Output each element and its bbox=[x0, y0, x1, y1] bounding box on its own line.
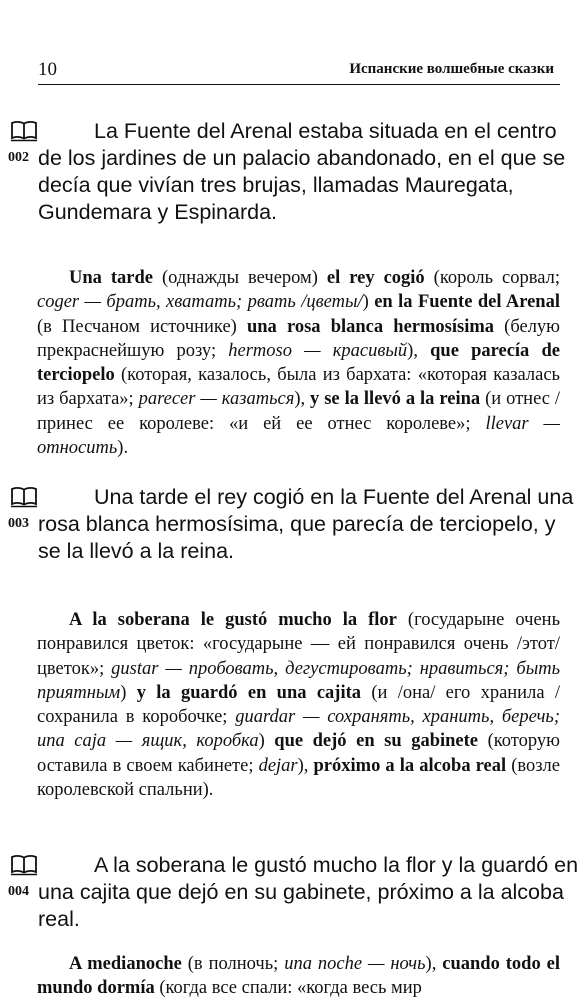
translation-text: (в Песчаном источнике) bbox=[37, 316, 247, 337]
running-header bbox=[38, 56, 560, 85]
dictionary-note: una noche — ночь bbox=[284, 954, 426, 974]
page-number: 10 bbox=[38, 59, 57, 80]
dictionary-note: llevar — относить bbox=[37, 413, 560, 459]
translation-text: (и /она/ его хранила / сохранила в коробочке; bbox=[37, 682, 560, 728]
audio-paragraph-004 bbox=[10, 852, 585, 933]
spanish-phrase: próximo a la alcoba real bbox=[313, 755, 507, 776]
spanish-phrase: Una tarde bbox=[69, 268, 154, 288]
spanish-phrase: que parecía de terciopelo bbox=[37, 340, 560, 386]
dictionary-note: gustar — пробовать, дегустировать; нравиться; быть приятным bbox=[37, 658, 560, 703]
spanish-text: La Fuente del Arenal estaba situada en el centro de los jardines de un palacio abandonado, en el que se decía que vivían tres brujas, llamadas Mauregata, Gundemara y Espinarda. bbox=[38, 119, 566, 224]
dictionary-note: coger — брать, хватать; рвать /цветы/ bbox=[37, 292, 363, 313]
running-title: Испанские волшебные сказки bbox=[349, 61, 554, 77]
translation-text: (белую прекраснейшую розу; bbox=[37, 316, 560, 361]
spanish-phrase: en la Fuente del Arenal bbox=[374, 292, 560, 313]
spanish-phrase: una rosa blanca hermosísima bbox=[246, 316, 494, 337]
translation-text: ) bbox=[120, 682, 137, 703]
spanish-phrase: que dejó en su gabinete bbox=[274, 731, 479, 752]
translation-text: (король сорвал; bbox=[424, 268, 560, 288]
dictionary-note: hermoso — красивый bbox=[228, 340, 408, 361]
audio-track-number: 002 bbox=[8, 150, 29, 165]
audio-track-number: 003 bbox=[8, 516, 29, 531]
dictionary-note: guardar — сохранять, хранить, беречь; una caja — ящик, коробка bbox=[37, 707, 561, 752]
dictionary-note: dejar bbox=[258, 755, 298, 776]
spanish-phrase: cuando todo el mundo dormía bbox=[37, 954, 560, 999]
spanish-phrase: A medianoche bbox=[69, 954, 182, 974]
translation-text: ). bbox=[117, 438, 129, 459]
dictionary-note: parecer — казаться bbox=[138, 389, 295, 410]
audio-paragraph-002 bbox=[10, 118, 585, 226]
book-icon bbox=[10, 120, 38, 142]
audio-paragraph-003 bbox=[10, 484, 585, 565]
spanish-phrase: y la guardó en una cajita bbox=[136, 682, 361, 703]
translation-text: (возле королевской спальни). bbox=[37, 755, 560, 801]
spanish-phrase: y se la llevó a la reina bbox=[310, 389, 481, 410]
annotated-paragraph bbox=[37, 266, 560, 460]
translation-text: ) bbox=[258, 731, 275, 752]
translation-text: (и отнес / принес ее королеве: «и ей ее отнес королеве»; bbox=[37, 389, 561, 434]
translation-text: (когда все спали: «когда весь мир bbox=[154, 978, 422, 999]
spanish-phrase: A la soberana le gustó mucho la flor bbox=[69, 610, 397, 630]
translation-text: ), bbox=[297, 755, 314, 776]
translation-text: (в полночь; bbox=[181, 954, 285, 974]
book-icon bbox=[10, 854, 38, 876]
spanish-text: Una tarde el rey cogió en la Fuente del Arenal una rosa blanca hermosísima, que parecía de terciopelo, y se la llevó a la reina. bbox=[38, 485, 574, 563]
translation-text: ) bbox=[362, 292, 375, 313]
annotated-paragraph bbox=[37, 952, 560, 1001]
spanish-text: A la soberana le gustó mucho la flor y la guardó en una cajita que dejó en su gabinete, próximo a la alcoba real. bbox=[38, 853, 579, 931]
translation-text: (которую оставила в своем кабинете; bbox=[37, 731, 560, 776]
translation-text: (однажды вечером) bbox=[153, 268, 327, 288]
book-icon bbox=[10, 486, 38, 508]
spanish-phrase: el rey cogió bbox=[326, 268, 425, 288]
translation-text: ), bbox=[407, 340, 431, 361]
annotated-paragraph bbox=[37, 608, 560, 802]
audio-track-number: 004 bbox=[8, 884, 29, 899]
translation-text: ), bbox=[294, 389, 311, 410]
translation-text: (которая, казалось, была из бархата: «которая казалась из бархата»; bbox=[37, 365, 560, 410]
translation-text: (государыне очень понравился цветок: «государыне — ей понравился очень /этот/ цветок»; bbox=[37, 610, 561, 679]
translation-text: ), bbox=[425, 954, 443, 974]
